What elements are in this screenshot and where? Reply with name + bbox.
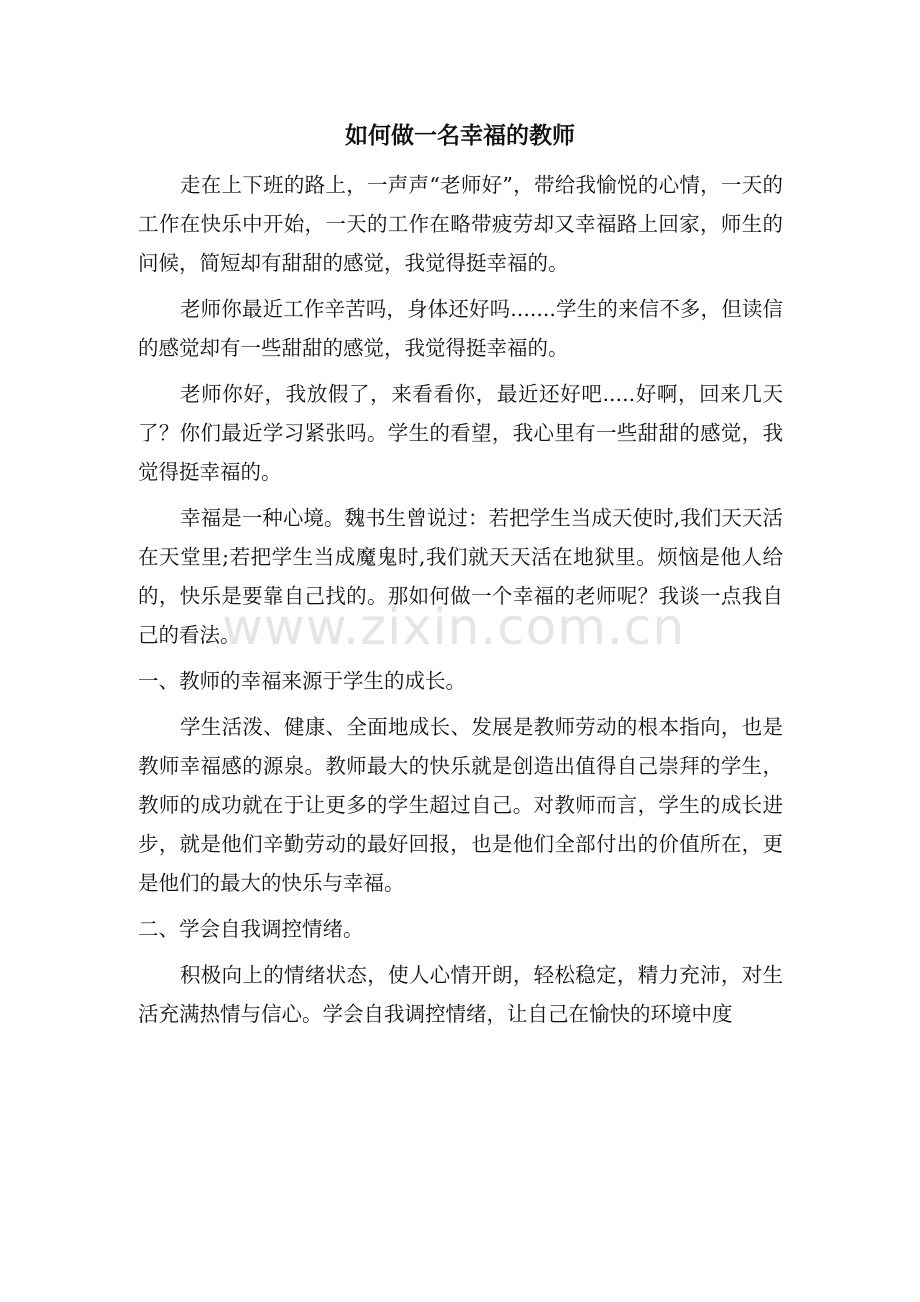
section-heading-1: 一、教师的幸福来源于学生的成长。 [138,669,466,693]
watermark: www.zixin.com.cn [222,598,686,656]
paragraph-2: 老师你最近工作辛苦吗，身体还好吗.......学生的来信不多，但读信的感觉却有一些甜甜的感觉，我觉得挺幸福的。 [138,297,783,360]
paragraph-3: 老师你好，我放假了，来看看你，最近还好吧.....好啊，回来几天了？你们最近学习紧张吗。学生的看望，我心里有一些甜甜的感觉，我觉得挺幸福的。 [138,382,783,484]
section-heading-2: 二、学会自我调控情绪。 [138,917,364,941]
paragraph-4: 幸福是一种心境。魏书生曾说过：若把学生当成天使时,我们天天活在天堂里;若把学生当成魔鬼时,我们就天天活在地狱里。烦恼是他人给的，快乐是要靠自己找的。那如何做一个幸福的老师呢？我谈一点我自己的看法。 [138,506,783,647]
paragraph-1: 走在上下班的路上，一声声“老师好”，带给我愉悦的心情，一天的工作在快乐中开始，一天的工作在略带疲劳却又幸福路上回家，师生的问候，简短却有甜甜的感觉，我觉得挺幸福的。 [138,173,783,275]
document-title: 如何做一名幸福的教师 [345,122,575,149]
paragraph-6: 积极向上的情绪状态，使人心情开朗，轻松稳定，精力充沛，对生活充满热情与信心。学会自我调控情绪，让自己在愉快的环境中度 [138,963,783,1026]
paragraph-5: 学生活泼、健康、全面地成长、发展是教师劳动的根本指向，也是教师幸福感的源泉。教师最大的快乐就是创造出值得自己崇拜的学生，教师的成功就在于让更多的学生超过自己。对教师而言，学生的成长进步，就是他们辛勤劳动的最好回报，也是他们全部付出的价值所在，更是他们的最大的快乐与幸福。 [138,715,783,895]
document-body [138,166,783,1041]
